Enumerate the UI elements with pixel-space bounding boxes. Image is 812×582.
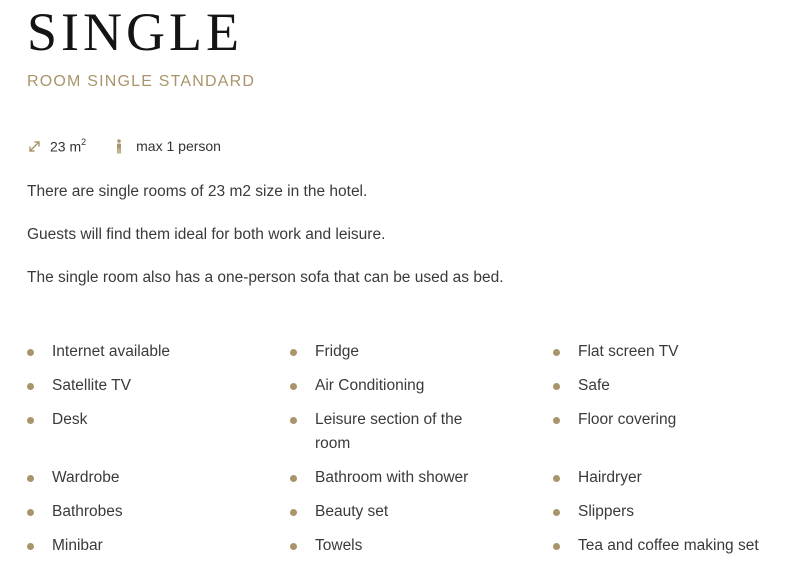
- amenity-label: Towels: [315, 537, 363, 554]
- bullet-icon: [553, 475, 560, 482]
- amenity-item: [290, 408, 520, 456]
- bullet-icon: [27, 543, 34, 550]
- bullet-icon: [27, 475, 34, 482]
- amenity-label: Bathroom with shower: [315, 469, 469, 486]
- amenity-item: [27, 500, 257, 524]
- bullet-icon: [553, 509, 560, 516]
- room-subtitle: ROOM SINGLE STANDARD: [27, 73, 256, 90]
- bullet-icon: [553, 383, 560, 390]
- amenity-label: Leisure section of the room: [315, 411, 463, 452]
- amenity-label: Tea and coffee making set: [578, 537, 759, 554]
- bullet-icon: [27, 349, 34, 356]
- bullet-icon: [290, 383, 297, 390]
- amenity-item: [553, 500, 783, 524]
- amenity-label: Internet available: [52, 343, 171, 360]
- amenity-item: [553, 408, 783, 432]
- amenity-label: Beauty set: [315, 503, 389, 520]
- amenity-item: [290, 340, 520, 364]
- bullet-icon: [290, 417, 297, 424]
- person-icon: [112, 138, 126, 154]
- room-occupancy: max 1 person: [136, 138, 221, 155]
- room-size: [50, 138, 86, 155]
- amenity-item: [27, 374, 257, 398]
- bullet-icon: [27, 417, 34, 424]
- bullet-icon: [27, 383, 34, 390]
- amenity-label: Wardrobe: [52, 469, 120, 486]
- amenity-label: Desk: [52, 411, 88, 428]
- amenity-item: [553, 466, 783, 490]
- bullet-icon: [290, 509, 297, 516]
- amenity-item: [553, 340, 783, 364]
- description-paragraph: Guests will find them ideal for both work and leisure.: [27, 226, 386, 243]
- bullet-icon: [290, 475, 297, 482]
- amenity-item: [553, 534, 783, 558]
- amenity-item: [290, 500, 520, 524]
- amenity-item: [27, 466, 257, 490]
- amenity-label: Slippers: [578, 503, 634, 520]
- bullet-icon: [290, 543, 297, 550]
- amenity-item: [290, 466, 520, 490]
- room-size-unit: 2: [81, 137, 87, 147]
- bullet-icon: [553, 543, 560, 550]
- description-paragraph: There are single rooms of 23 m2 size in the hotel.: [27, 183, 368, 200]
- room-meta: [27, 138, 221, 155]
- bullet-icon: [290, 349, 297, 356]
- amenity-item: [27, 534, 257, 558]
- amenity-item: [290, 374, 520, 398]
- amenity-item: [290, 534, 520, 558]
- amenity-item: [27, 408, 257, 432]
- room-size-value: 23 m: [50, 138, 82, 155]
- amenity-label: Satellite TV: [52, 377, 131, 394]
- bullet-icon: [553, 417, 560, 424]
- amenity-label: Minibar: [52, 537, 103, 554]
- description-paragraph: The single room also has a one-person sofa that can be used as bed.: [27, 269, 504, 286]
- bullet-icon: [27, 509, 34, 516]
- amenity-label: Air Conditioning: [315, 377, 425, 394]
- amenity-label: Fridge: [315, 343, 359, 360]
- amenity-label: Bathrobes: [52, 503, 123, 520]
- amenity-item: [553, 374, 783, 398]
- amenity-label: Safe: [578, 377, 610, 394]
- diagonal-arrows-icon: [27, 138, 41, 154]
- amenity-label: Flat screen TV: [578, 343, 679, 360]
- bullet-icon: [553, 349, 560, 356]
- amenity-label: Floor covering: [578, 411, 677, 428]
- amenity-label: Hairdryer: [578, 469, 642, 486]
- room-title: SINGLE: [27, 2, 243, 62]
- amenity-item: [27, 340, 257, 364]
